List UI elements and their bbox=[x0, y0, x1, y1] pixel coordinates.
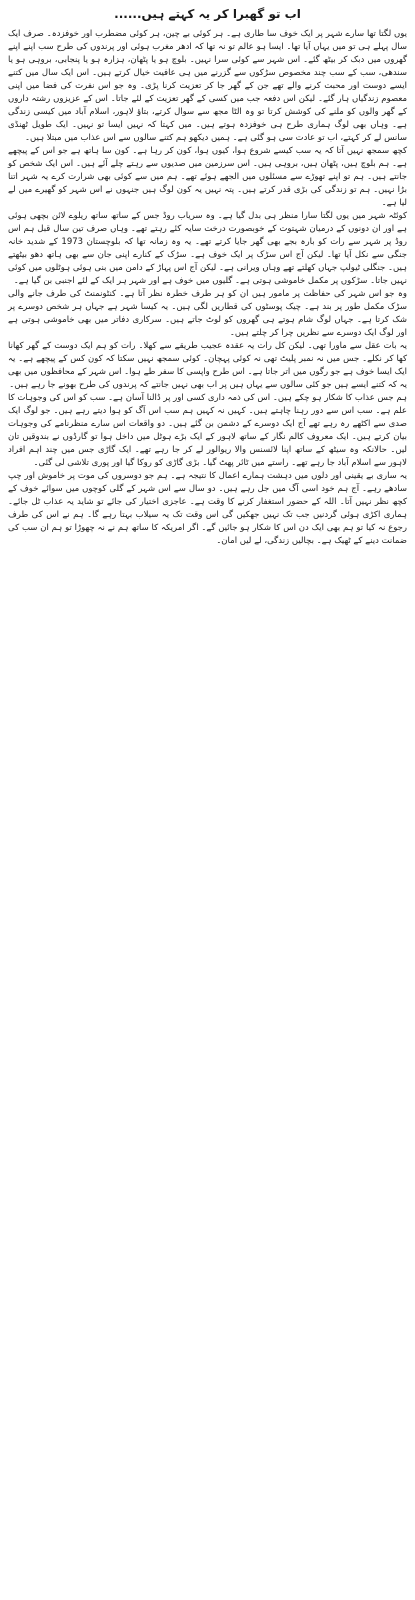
paragraph: کوئٹہ شہر میں یوں لگتا سارا منظر ہی بدل گیا ہے۔ وہ سریاب روڈ جس کے ساتھ ساتھ ریلوے لائن بچھی ہوئی ہے اور ان دونوں کے درمیان شہتوت کے خوبصورت درخت سایہ کئے رہتے تھے۔ وہاں صرف تین سال قبل ہم اس روڈ پر شہر سے رات کو بارہ بجے بھی گھر جایا کرتے تھے۔ یہ وہ زمانہ تھا کہ بلوچستان 1973 کے شدید خانہ جنگی سے نکل آیا تھا۔ لیکن آج اس سڑک پر ایک خوف ہے۔ سڑک کے کنارے اپنی جان سے بھی ہاتھ دھو بیٹھتے ہیں۔ جنگلی ٹیولپ جہاں کھلتے تھے وہاں ویرانی ہے۔ لیکن آج اس پہاڑ کے دامن میں بنی ہوئی ہوٹلوں میں کوئی نہیں جاتا۔ سڑکوں پر مکمل خاموشی ہوتی ہے۔ گلیوں میں خوف ہے اور شہر ہر ایک کے لئے اجنبی بن گیا ہے۔ bbox=[8, 211, 407, 286]
paragraph: یہ بات عقل سے ماورا تھی۔ لیکن کل رات یہ عقدہ عجیب طریقے سے کھلا۔ رات کو ہم ایک دوست کے گھر کھانا کھا کر نکلے۔ جس میں نہ نمبر پلیٹ تھی نہ کوئی پہچان۔ کوئی سمجھ نہیں سکتا کہ کون کس کے پیچھے ہے۔ یہ ایک ایسا خوف ہے جو رگوں میں اتر جاتا ہے۔ اس طرح واپسی کا سفر طے ہوا۔ اس شہر کے محافظوں میں بھی یہ کہ کتنے ایسے ہیں جو کئی سالوں سے یہاں ہیں پر اب بھی نہیں جانتے کہ پرندوں کی طرح بھونے جا رہے ہیں۔ bbox=[8, 341, 407, 390]
paragraph: یوں لگتا تھا سارے شہر پر ایک خوف سا طاری ہے۔ ہر کوئی بے چین، ہر کوئی مضطرب اور خوفزدہ۔ صرف ایک سال پہلے ہی تو میں یہاں آیا تھا۔ ایسا ہو عالم تو نہ تھا کہ ادھر مغرب ہوئی اور پرندوں کی طرح سب اپنے اپنے گھروں میں دبک کر بیٹھ گئے۔ اس شہر سے کوئی سرا نہیں۔ بلوچ ہو یا پٹھان، ہزارہ ہو یا پنجابی، بروہی ہو یا سندھی، سب کے سب چند مخصوص سڑکوں سے گزرنے میں ہی عافیت خیال کرتے ہیں۔ اس ایک سال میں کتنے ایسے دوست اور محبت کرنے والے تھے جن کے گھر جا کر تعزیت کرنا پڑی۔ وہ جو اس نفرت کی فضا میں اپنی معصوم زندگیاں ہار گئے۔ لیکن اس دفعہ جب میں کسی کے گھر تعزیت کے لئے جاتا۔ اس کے عزیزوں رشتہ داروں کے گھر والوں کو ملنے کی کوشش کرتا تو وہ الٹا مجھ سے سوال کرتے، بتاؤ لاہور، اسلام آباد میں کیسی زندگی ہے۔ وہاں بھی لوگ ہماری طرح ہی خوفزدہ ہوتے ہیں۔ میں کہتا کہ نہیں ایسا تو نہیں۔ ایک طویل ٹھنڈی سانس لے کر کہتے، اب تو عادت سی ہو گئی ہے۔ ہمیں دیکھو ہم کتنے سالوں سے اس عذاب میں مبتلا ہیں۔ bbox=[8, 29, 407, 143]
paragraph: ہم جس عذاب کا شکار ہو چکے ہیں۔ اس کی ذمہ داری کسی اور پر ڈالنا آسان ہے۔ سب کو اس کی وجوہات کا علم ہے۔ سب اس سے دور رہنا چاہتے ہیں۔ کہیں نہ کہیں ہم سب اس آگ کو ہوا دیتے رہے ہیں۔ جو لوگ ایک صدی سے اکٹھے رہ رہے تھے آج ایک دوسرے کے دشمن بن گئے ہیں۔ دو واقعات اس سارے منظرنامے کی وجوہات بیان کرتے ہیں۔ ایک معروف کالم نگار کے ساتھ لاہور کے ایک بڑے ہوٹل میں داخل ہوا تو گارڈوں نے بندوقیں تان لیں۔ حالانکہ وہ سیٹھ کے ساتھ اپنا لائسنس والا ریوالور لے کر جا رہے تھے۔ ایک گاڑی جس میں چند اہم افراد لاہور سے اسلام آباد جا رہے تھے۔ راستے میں ٹائر پھٹ گیا۔ بڑی گاڑی کو روکا گیا اور پوری تلاشی لی گئی۔ bbox=[8, 393, 407, 468]
paragraph: وہ جو اس شہر کی حفاظت پر مامور ہیں ان کو ہر طرف خطرہ نظر آتا ہے۔ کنٹونمنٹ کی طرف جانے والی سڑک مکمل طور پر بند ہے۔ چیک پوسٹوں کی قطاریں لگی ہیں۔ یہ کیسا شہر ہے جہاں ہر شخص دوسرے پر شک کرتا ہے۔ جہاں لوگ شام ہوتے ہی گھروں کو لوٹ جاتے ہیں۔ سرکاری دفاتر میں بھی خاموشی ہوتی ہے اور لوگ ایک دوسرے سے نظریں چرا کر چلتے ہیں۔ bbox=[8, 289, 407, 338]
paragraph: کچھ سمجھ نہیں آتا کہ یہ سب کیسے شروع ہوا، کیوں ہوا، کون کر رہا ہے۔ کون سا ہاتھ ہے جو اس کے پیچھے ہے۔ ہم بلوچ ہیں، پٹھان ہیں، بروہی ہیں۔ اس سرزمین میں صدیوں سے رہتے چلے آئے ہیں۔ اس ایک شخص کو جانتے ہیں۔ ہم تو اپنے تھوڑے سے مسئلوں میں الجھے ہوئے تھے۔ ہم میں سے کوئی بھی شرارت کرے یہ شہر اتنا بڑا نہیں۔ ہم تو زندگی کی بڑی قدر کرتے ہیں۔ پتہ نہیں یہ کون لوگ ہیں جنہوں نے اس شہر کو گھیرے میں لے لیا ہے۔ bbox=[8, 146, 407, 208]
paragraph: یہ ساری بے یقینی اور دلوں میں دہشت ہمارے اعمال کا نتیجہ ہے۔ ہم جو دوسروں کی موت پر خاموش اور چپ سادھے رہے۔ آج ہم خود اسی آگ میں جل رہے ہیں۔ دو سال سے اس شہر کے گلی کوچوں میں سوائے خوف کے کچھ نظر نہیں آتا۔ اللہ کے حضور استغفار کرنے کا وقت ہے۔ عاجزی اختیار کی جائے تو شاید یہ عذاب ٹل جائے۔ ہماری اکڑی ہوئی گردنیں جب تک نہیں جھکیں گی اس وقت تک یہ سیلاب بہتا رہے گا۔ ہم نے اس کی طرف رجوع نہ کیا تو ہم بھی ایک دن اس کا شکار ہو جائیں گے۔ اگر امریکہ کا ساتھ ہم نے نہ چھوڑا تو ہم ان سب کی ضمانت دینے کے ٹھیک ہے۔ بچالیں زندگی، لے لیں امان۔ bbox=[8, 471, 407, 546]
column-body bbox=[8, 28, 407, 548]
column-title: اب تو گھبرا کر یہ کہتے ہیں...... bbox=[114, 7, 301, 21]
